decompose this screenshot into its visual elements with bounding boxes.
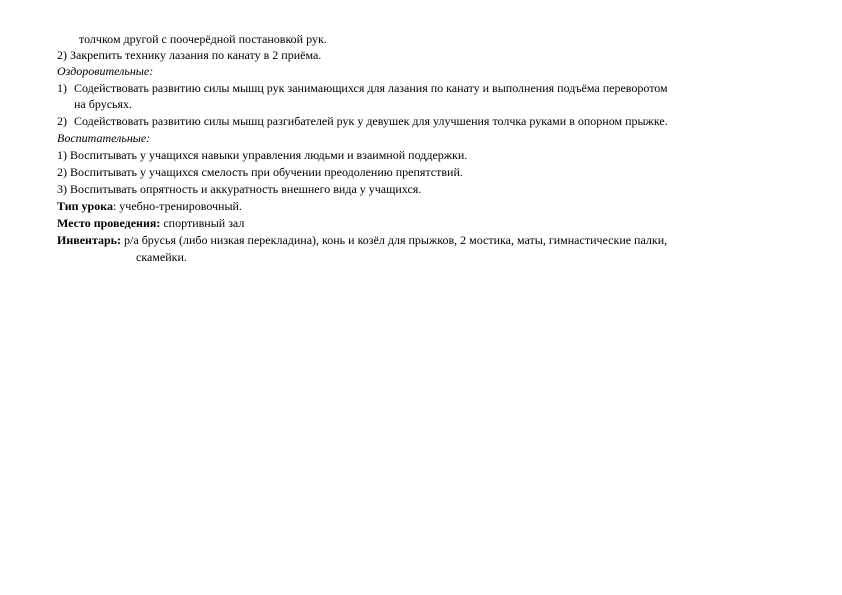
health-item-2-number: 2) [57, 114, 67, 128]
place-label: Место проведения: [57, 216, 161, 230]
health-item-2-line [57, 114, 668, 128]
lesson-type-value: : учебно-тренировочный. [112, 199, 242, 213]
inventory-line-2: скамейки. [136, 250, 187, 264]
health-item-1-line-2: на брусьях. [74, 97, 133, 111]
place-line [57, 216, 244, 230]
health-item-1-text: Содействовать развитию силы мышц рук занимающихся для лазания по канату и выполнения подъёма переворотом [74, 81, 668, 95]
inventory-text-1: р/а брусья (либо низкая перекладина), конь и козёл для прыжков, 2 мостика, маты, гимнастические палки, [121, 233, 668, 247]
place-value: спортивный зал [160, 216, 245, 230]
health-heading: Оздоровительные: [57, 64, 154, 78]
continued-text-line: толчком другой с поочерёдной постановкой рук. [79, 32, 327, 46]
lesson-type-line [57, 199, 242, 213]
inventory-line-1 [57, 233, 667, 247]
objective-2-line: 2) Закрепить технику лазания по канату в 2 приёма. [57, 48, 322, 62]
health-item-1-number: 1) [57, 81, 67, 95]
inventory-label: Инвентарь: [57, 233, 122, 247]
edu-heading: Воспитательные: [57, 131, 151, 145]
edu-item-2: 2) Воспитывать у учащихся смелость при обучении преодолению препятствий. [57, 165, 463, 179]
health-item-1-line-1 [57, 81, 668, 95]
health-item-2-text: Содействовать развитию силы мышц разгибателей рук у девушек для улучшения толчка руками в опорном прыжке. [74, 114, 668, 128]
lesson-type-label: Тип урока [57, 199, 113, 213]
edu-item-3: 3) Воспитывать опрятность и аккуратность внешнего вида у учащихся. [57, 182, 422, 196]
edu-item-1: 1) Воспитывать у учащихся навыки управления людьми и взаимной поддержки. [57, 148, 468, 162]
